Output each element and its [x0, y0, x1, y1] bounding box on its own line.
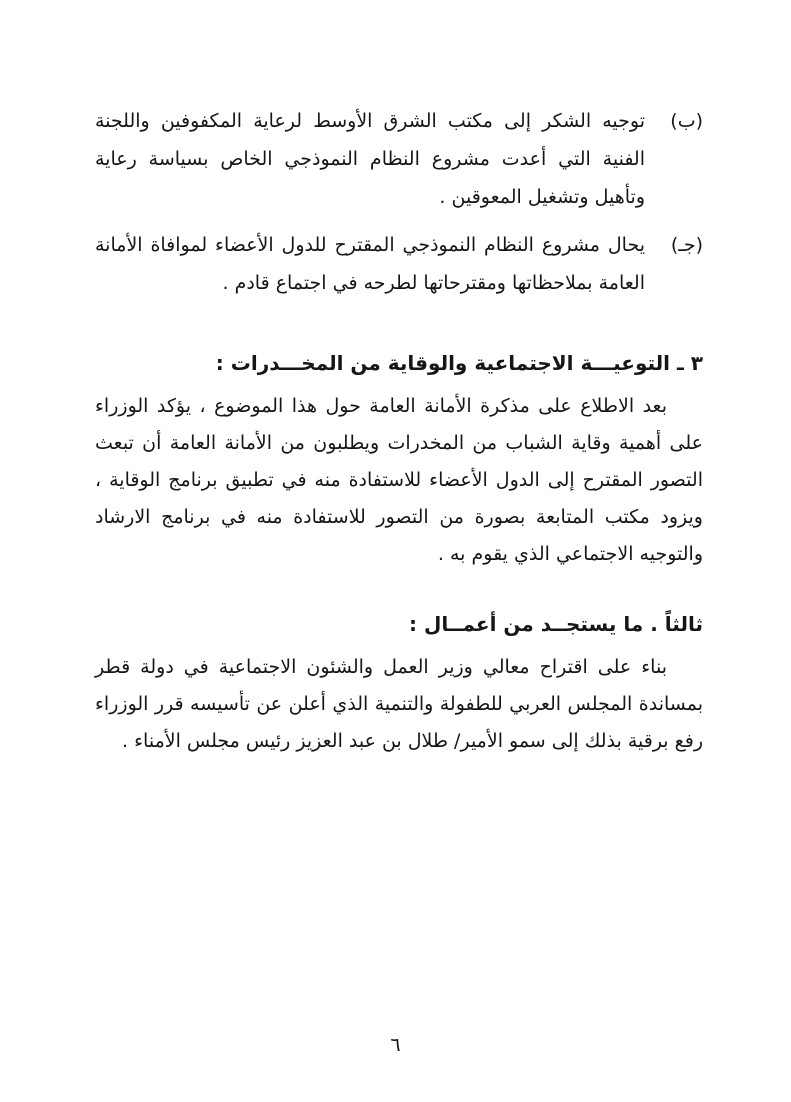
section-heading-awareness: ٣ ـ التوعيـــة الاجتماعية والوقاية من المخـــدرات :: [215, 351, 703, 375]
resolution-text-c: يحال مشروع النظام النموذجي المقترح للدول الأعضاء لموافاة الأمانة العامة بملاحظاتها ومقترحاتها لطرحه في اجتماع قادم .: [95, 234, 645, 294]
resolution-marker-c: (جـ): [670, 234, 703, 256]
resolution-text-b: توجيه الشكر إلى مكتب الشرق الأوسط لرعاية المكفوفين واللجنة الفنية التي أعدت مشروع النظام النموذجي الخاص بسياسة رعاية وتأهيل وتشغيل المعوقين .: [95, 110, 645, 208]
section-heading-new-business: ثالثاً . ما يستجــد من أعمــال :: [409, 612, 703, 636]
section-body-new-business: بناء على اقتراح معالي وزير العمل والشئون الاجتماعية في دولة قطر بمساندة المجلس العربي للطفولة والتنمية الذي أعلن عن تأسيسه قرر الوزراء رفع برقية بذلك إلى سمو الأمير/ طلال بن عبد العزيز رئيس مجلس الأمناء .: [95, 656, 703, 752]
resolution-marker-b: (ب): [670, 110, 703, 132]
section-body-awareness: بعد الاطلاع على مذكرة الأمانة العامة حول هذا الموضوع ، يؤكد الوزراء على أهمية وقاية الشباب من المخدرات ويطلبون من الأمانة العامة أن تبعث التصور المقترح إلى الدول الأعضاء للاستفادة منه في تطبيق برنامج الوقاية ، ويزود مكتب المتابعة بصورة من التصور للاستفادة منه في برنامج الارشاد والتوجيه الاجتماعي الذي يقوم به .: [95, 395, 703, 565]
resolution-item-b: [95, 102, 703, 216]
resolution-item-c: [95, 226, 703, 302]
page-number: ٦: [390, 1034, 401, 1056]
